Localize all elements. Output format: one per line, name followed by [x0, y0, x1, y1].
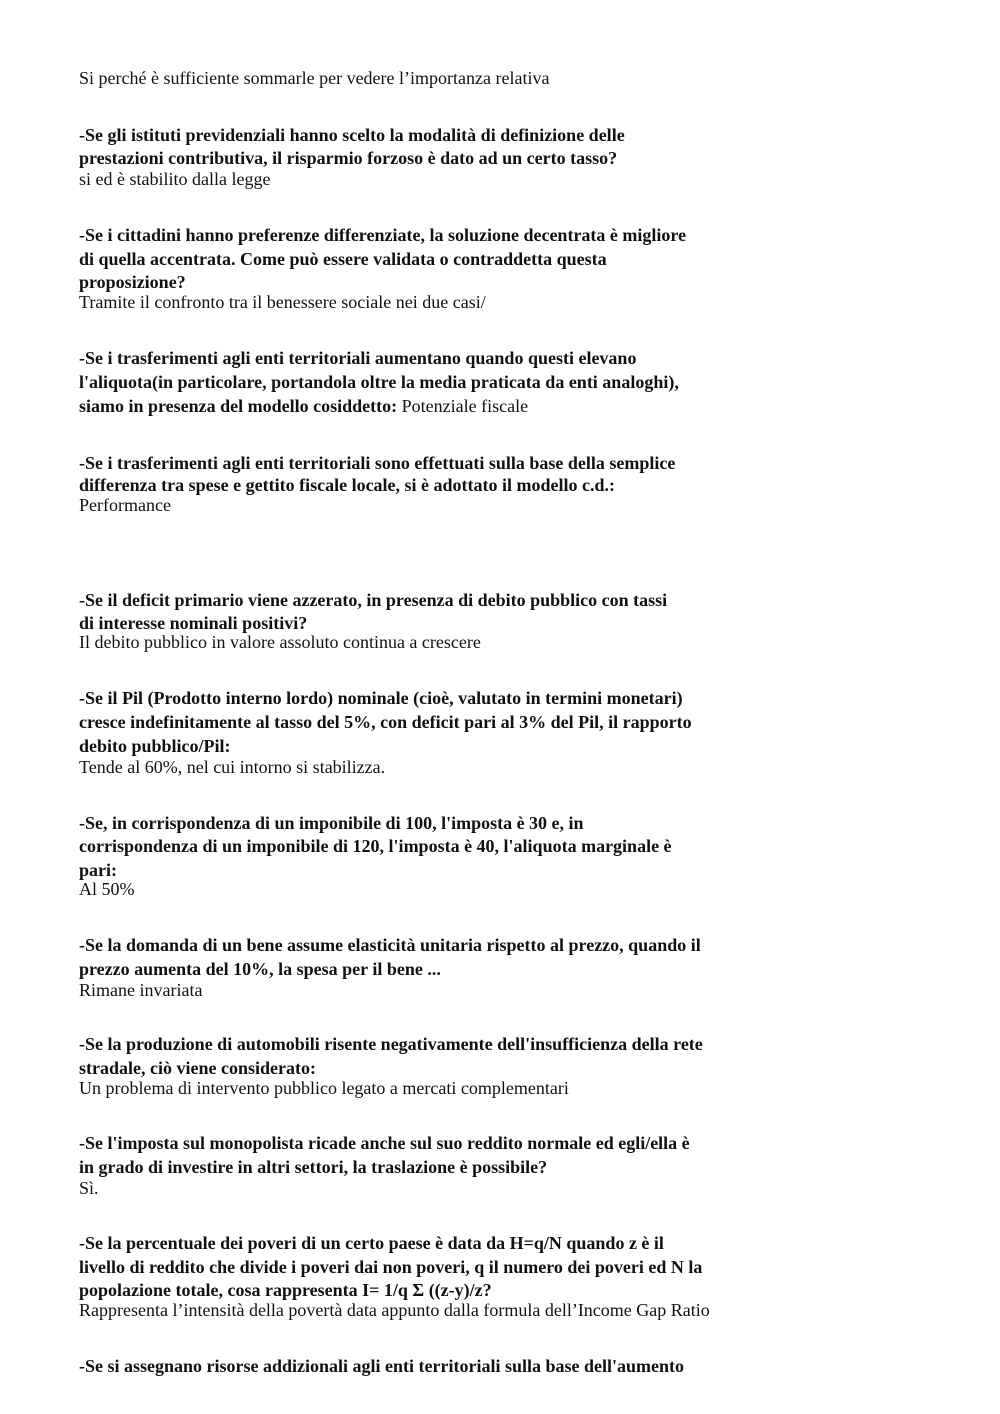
- answer: Rappresenta l’intensità della povertà data appunto dalla formula dell’Income Gap Ratio: [79, 1300, 710, 1320]
- question-line: -Se i cittadini hanno preferenze differenziate, la soluzione decentrata è migliore: [79, 225, 687, 245]
- answer: Performance: [79, 495, 171, 515]
- question-line: livello di reddito che divide i poveri dai non poveri, q il numero dei poveri ed N la: [79, 1257, 703, 1277]
- question-line: -Se l'imposta sul monopolista ricade anche sul suo reddito normale ed egli/ella è: [79, 1133, 690, 1153]
- question-line: in grado di investire in altri settori, la traslazione è possibile?: [79, 1157, 548, 1177]
- answer: Al 50%: [79, 879, 135, 899]
- question-line: -Se la produzione di automobili risente negativamente dell'insufficienza della rete: [79, 1034, 703, 1054]
- question-line: -Se i trasferimenti agli enti territoriali sono effettuati sulla base della semplice: [79, 453, 676, 473]
- question-line: siamo in presenza del modello cosiddetto:: [79, 396, 398, 416]
- question-line: l'aliquota(in particolare, portandola oltre la media praticata da enti analoghi),: [79, 372, 679, 392]
- question-line: -Se i trasferimenti agli enti territoriali aumentano quando questi elevano: [79, 348, 637, 368]
- answer: Rimane invariata: [79, 980, 203, 1000]
- question-line: cresce indefinitamente al tasso del 5%, con deficit pari al 3% del Pil, il rapporto: [79, 712, 692, 732]
- question-line: -Se, in corrispondenza di un imponibile di 100, l'imposta è 30 e, in: [79, 813, 584, 833]
- question-line: di quella accentrata. Come può essere validata o contraddetta questa: [79, 249, 607, 269]
- question-line: pari:: [79, 860, 117, 880]
- question-line: -Se la percentuale dei poveri di un certo paese è data da H=q/N quando z è il: [79, 1233, 664, 1253]
- answer: Un problema di intervento pubblico legato a mercati complementari: [79, 1078, 569, 1098]
- question-line: di interesse nominali positivi?: [79, 613, 308, 633]
- answer: Tramite il confronto tra il benessere sociale nei due casi/: [79, 292, 486, 312]
- question-line: -Se la domanda di un bene assume elasticità unitaria rispetto al prezzo, quando il: [79, 935, 701, 955]
- question-line: prezzo aumenta del 10%, la spesa per il bene ...: [79, 959, 441, 979]
- question-line: -Se il deficit primario viene azzerato, in presenza di debito pubblico con tassi: [79, 590, 668, 610]
- question-line: proposizione?: [79, 272, 186, 292]
- question-answer-line: [79, 395, 528, 417]
- question-line: popolazione totale, cosa rappresenta I= 1/q Σ ((z-y)/z?: [79, 1280, 492, 1300]
- question-line: -Se si assegnano risorse addizionali agli enti territoriali sulla base dell'aumento: [79, 1356, 684, 1376]
- question-line: -Se gli istituti previdenziali hanno scelto la modalità di definizione delle: [79, 125, 625, 145]
- answer: Tende al 60%, nel cui intorno si stabilizza.: [79, 757, 386, 777]
- answer: si ed è stabilito dalla legge: [79, 169, 271, 189]
- question-line: debito pubblico/Pil:: [79, 736, 231, 756]
- question-line: corrispondenza di un imponibile di 120, l'imposta è 40, l'aliquota marginale è: [79, 836, 672, 856]
- question-line: stradale, ciò viene considerato:: [79, 1058, 316, 1078]
- question-line: differenza tra spese e gettito fiscale locale, si è adottato il modello c.d.:: [79, 475, 616, 495]
- answer: Sì.: [79, 1178, 99, 1198]
- intro-answer: Si perché è sufficiente sommarle per vedere l’importanza relativa: [79, 68, 550, 88]
- answer: Il debito pubblico in valore assoluto continua a crescere: [79, 632, 481, 652]
- answer: Potenziale fiscale: [401, 396, 529, 416]
- question-line: prestazioni contributiva, il risparmio forzoso è dato ad un certo tasso?: [79, 148, 618, 168]
- question-line: -Se il Pil (Prodotto interno lordo) nominale (cioè, valutato in termini monetari): [79, 688, 683, 708]
